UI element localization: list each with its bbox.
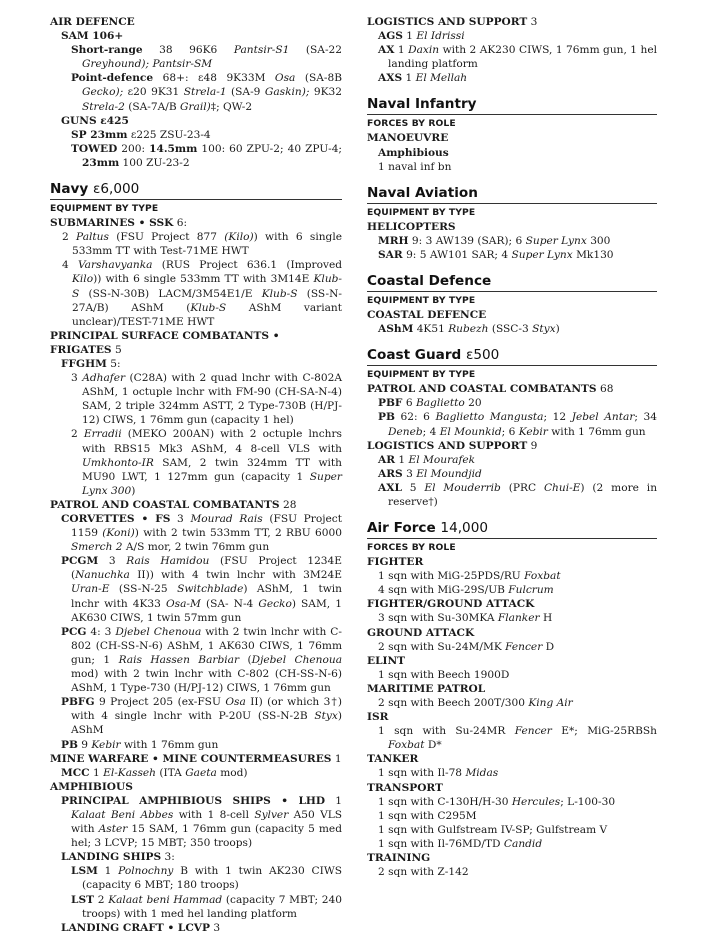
heading-fighter: FIGHTER xyxy=(367,556,424,569)
section-title-coastal-defence: Coastal Defence xyxy=(367,273,657,292)
section-title-coast-guard: Coast Guard ε500 xyxy=(367,347,657,366)
entry-axl: AXL 5 El Mouderrib (PRC Chui-E) (2 more in reserve†) xyxy=(378,481,658,508)
heading-amphibious-role: Amphibious xyxy=(378,146,449,159)
label-equipment-by-type: EQUIPMENT BY TYPE xyxy=(367,206,476,218)
entry-pcgm: PCGM 3 Rais Hamidou (FSU Project 1234E (Nanuchka II)) with 4 twin lnchr with 3M24E Uran-E (SS-N-25 Switchblade) AShM, 1 twin lnchr with 4K33 Osa-M (SA- N-4 Gecko) SAM, 1 AK630 CIWS, 1 twin 57mm gun xyxy=(61,555,343,624)
heading-coastal-defence: COASTAL DEFENCE xyxy=(367,309,487,322)
entry-pcg: PCG 4: 3 Djebel Chenoua with 2 twin lnchr with C-802 (CH-SS-N-6) AShM, 1 AK630 CIWS, 1 76mm gun; 1 Rais Hassen Barbiar (Djebel Chenoua mod) with 2 twin lnchr with C-802 (CH-SS-N-6) AShM, 1 Type-730 (H/PJ-12) CIWS, 1 76mm gun xyxy=(61,625,343,695)
label-equipment-by-type: EQUIPMENT BY TYPE xyxy=(367,369,476,381)
entry-transport-3: 1 sqn with Gulfstream IV-SP; Gulfstream V xyxy=(378,823,608,836)
entry-adhafer: 3 Adhafer (C28A) with 2 quad lnchr with C-802A AShM, 1 octuple lnchr with FM-90 (CH-SA-N-4) SAM, 2 triple 324mm ASTT, 2 Type-730B (H/PJ-12) CIWS, 1 76mm gun (capacity 1 hel) xyxy=(71,372,342,427)
entry-mp-1: 2 sqn with Beech 200T/300 King Air xyxy=(378,697,573,709)
heading-ffghm: FFGHM 5: xyxy=(61,357,121,370)
entry-pbfg: PBFG 9 Project 205 (ex-FSU Osa II) (or which 3†) with 4 single lnchr with P-20U (SS-N-2B Styx) AShM xyxy=(61,696,343,737)
entry-varshavyanka: 4 Varshavyanka (RUS Project 636.1 (Improved Kilo)) with 6 single 533mm TT with 3M14E Klub-S (SS-N-30B) LACM/3M54E1/E Klub-S (SS-N-27A/B) AShM (Klub-S AShM variant unclear)/TEST-71ME HWT xyxy=(62,259,343,328)
heading-mine-warfare: MINE WARFARE • MINE COUNTERMEASURES 1 xyxy=(50,752,342,765)
section-title-air-force: Air Force 14,000 xyxy=(367,520,657,539)
entry-lsm: LSM 1 Polnochny B with 1 twin AK230 CIWS (capacity 6 MBT; 180 troops) xyxy=(71,865,342,892)
heading-manoeuvre: MANOEUVRE xyxy=(367,132,449,145)
entry-training-1: 2 sqn with Z-142 xyxy=(378,866,469,879)
heading-patrol-coastal-combatants: PATROL AND COASTAL COMBATANTS 28 xyxy=(50,498,297,511)
entry-isr-1: 1 sqn with Su-24MR Fencer E*; MiG-25RBSh Foxbat D* xyxy=(378,725,658,752)
entry-tanker-1: 1 sqn with Il-78 Midas xyxy=(378,767,499,780)
entry-mrh: MRH 9: 3 AW139 (SAR); 6 Super Lynx 300 xyxy=(378,234,611,247)
entry-point-defence: Point-defence 68+: ε48 9K33M Osa (SA-8B Gecko); ε20 9K31 Strela-1 (SA-9 Gaskin); 9K32 Strela-2 (SA-7A/B Grail)‡; QW-2 xyxy=(71,72,343,113)
entry-fighter-1: 1 sqn with MiG-25PDS/RU Foxbat xyxy=(378,570,561,583)
heading-amphibious: AMPHIBIOUS xyxy=(50,780,133,793)
heading-cg-patrol-coastal: PATROL AND COASTAL COMBATANTS 68 xyxy=(367,383,614,396)
heading-maritime-patrol: MARITIME PATROL xyxy=(367,682,486,695)
entry-ax: AX 1 Daxin with 2 AK230 CIWS, 1 76mm gun, 1 hel landing platform xyxy=(378,44,657,71)
heading-tanker: TANKER xyxy=(367,753,419,766)
label-forces-by-role: FORCES BY ROLE xyxy=(367,118,456,130)
heading-air-defence: AIR DEFENCE xyxy=(50,16,135,28)
heading-principal-surface-combatants: PRINCIPAL SURFACE COMBATANTS • FRIGATES 5 xyxy=(50,329,280,356)
entry-towed-guns: TOWED 200: 14.5mm 100: 60 ZPU-2; 40 ZPU-4; 23mm 100 ZU-23-2 xyxy=(71,142,342,169)
entry-transport-1: 1 sqn with C-130H/H-30 Hercules; L-100-30 xyxy=(378,795,616,808)
label-forces-by-role: FORCES BY ROLE xyxy=(367,542,456,554)
entry-ars: ARS 3 El Moundjid xyxy=(378,467,482,480)
heading-fighter-ground-attack: FIGHTER/GROUND ATTACK xyxy=(367,598,535,611)
entry-pb: PB 9 Kebir with 1 76mm gun xyxy=(61,738,219,751)
entry-corvettes: CORVETTES • FS 3 Mourad Rais (FSU Project 1159 (Koni)) with 2 twin 533mm TT, 2 RBU 6000 Smerch 2 A/S mor, 2 twin 76mm gun xyxy=(61,513,342,554)
heading-landing-ships: LANDING SHIPS 3: xyxy=(61,851,175,864)
entry-mcc: MCC 1 El-Kasseh (ITA Gaeta mod) xyxy=(61,766,248,779)
heading-helicopters: HELICOPTERS xyxy=(367,220,456,233)
label-equipment-by-type: EQUIPMENT BY TYPE xyxy=(50,203,159,215)
entry-transport-4: 1 sqn with Il-76MD/TD Candid xyxy=(378,837,543,850)
heading-isr: ISR xyxy=(367,711,389,724)
section-title-naval-infantry: Naval Infantry xyxy=(367,96,657,115)
entry-fga-1: 3 sqn with Su-30MKA Flanker H xyxy=(378,612,553,625)
entry-ga-1: 2 sqn with Su-24M/MK Fencer D xyxy=(378,640,555,653)
entry-cg-pb: PB 62: 6 Baglietto Mangusta; 12 Jebel Antar; 34 Deneb; 4 El Mounkid; 6 Kebir with 1 76mm gun xyxy=(378,411,658,438)
section-title-naval-aviation: Naval Aviation xyxy=(367,185,657,204)
section-title-navy: Navy ε6,000 xyxy=(50,181,342,200)
entry-ar: AR 1 El Mourafek xyxy=(378,453,476,466)
heading-landing-craft: LANDING CRAFT • LCVP 3 xyxy=(61,921,221,934)
entry-sar: SAR 9: 5 AW101 SAR; 4 Super Lynx Mk130 xyxy=(378,248,614,261)
heading-cg-logistics: LOGISTICS AND SUPPORT 9 xyxy=(367,439,538,452)
entry-erradii: 2 Erradii (MEKO 200AN) with 2 octuple lnchrs with RBS15 Mk3 AShM, 4 8-cell VLS with Umkhonto-IR SAM, 2 twin 324mm TT with MU90 LWT, 1 127mm gun (capacity 1 Super Lynx 300) xyxy=(71,428,342,497)
heading-ground-attack: GROUND ATTACK xyxy=(367,626,475,639)
entry-short-range: Short-range 38 96K6 Pantsir-S1 (SA-22 Greyhound); Pantsir-SM xyxy=(71,44,343,71)
entry-principal-amphibious: PRINCIPAL AMPHIBIOUS SHIPS • LHD 1 Kalaat Beni Abbes with 1 8-cell Sylver A50 VLS with Aster 15 SAM, 1 76mm gun (capacity 5 med hel; 3 LCVP; 15 MBT; 350 troops) xyxy=(61,794,343,850)
heading-submarines: SUBMARINES • SSK 6: xyxy=(50,217,188,230)
entry-ags: AGS 1 El Idrissi xyxy=(378,30,465,43)
entry-pbf: PBF 6 Baglietto 20 xyxy=(378,397,482,410)
heading-transport: TRANSPORT xyxy=(367,781,443,794)
label-equipment-by-type: EQUIPMENT BY TYPE xyxy=(367,295,476,307)
entry-paltus: 2 Paltus (FSU Project 877 (Kilo)) with 6 single 533mm TT with Test-71ME HWT xyxy=(62,231,342,258)
right-column xyxy=(367,15,657,879)
left-column xyxy=(50,15,342,935)
entry-sp-guns: SP 23mm ε225 ZSU-23-4 xyxy=(71,128,211,141)
entry-ashm: AShM 4K51 Rubezh (SSC-3 Styx) xyxy=(378,323,560,336)
entry-lst: LST 2 Kalaat beni Hammad (capacity 7 MBT; 240 troops) with 1 med hel landing platform xyxy=(71,893,343,920)
heading-sam: SAM 106+ xyxy=(61,30,124,43)
heading-elint: ELINT xyxy=(367,654,406,667)
entry-elint-1: 1 sqn with Beech 1900D xyxy=(378,668,510,681)
entry-axs: AXS 1 El Mellah xyxy=(378,72,468,85)
heading-training: TRAINING xyxy=(367,852,431,865)
entry-naval-inf-bn: 1 naval inf bn xyxy=(378,160,452,173)
entry-transport-2: 1 sqn with C295M xyxy=(378,809,477,822)
heading-logistics-support: LOGISTICS AND SUPPORT 3 xyxy=(367,16,538,28)
heading-guns: GUNS ε425 xyxy=(61,114,129,127)
entry-fighter-2: 4 sqn with MiG-29S/UB Fulcrum xyxy=(378,584,554,597)
